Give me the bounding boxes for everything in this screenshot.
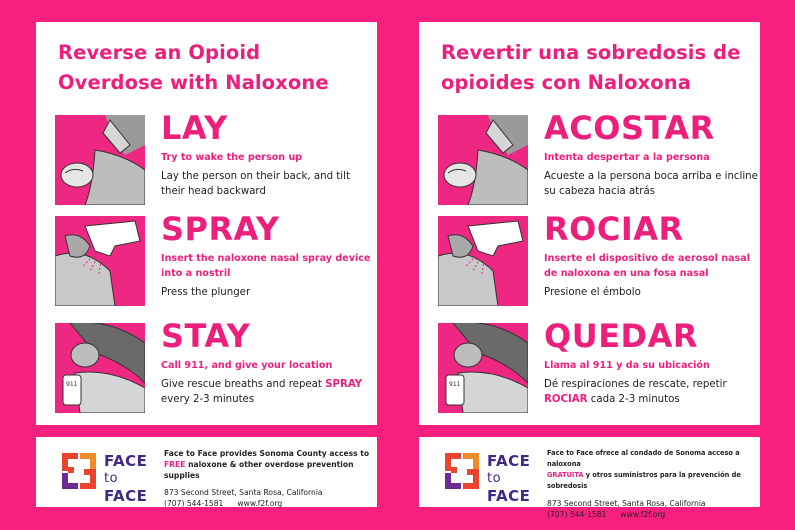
spray-illustration	[55, 216, 145, 306]
step-rociar	[438, 210, 758, 306]
svg-text:911: 911	[449, 381, 461, 388]
website[interactable]: www.f2f.org	[620, 510, 666, 519]
step-sub: Call 911, and give your location	[161, 360, 333, 371]
spray-illustration	[438, 216, 528, 306]
stay-illustration	[55, 323, 145, 413]
step-sub: Intenta despertar a la persona	[544, 152, 710, 163]
step-verb: QUEDAR	[544, 317, 699, 355]
step-desc: Presione el émbolo	[544, 287, 641, 298]
step-spray	[55, 210, 375, 306]
step-desc: Lay the person on their back, and tilt their head backward	[161, 171, 350, 197]
step-lay	[55, 109, 375, 205]
step-desc: Give rescue breaths and repeat SPRAY every 2-3 minutes	[161, 379, 363, 405]
brand-wordmark: FACE to FACE	[487, 452, 531, 505]
step-desc: Dé respiraciones de rescate, repetir ROCIAR cada 2-3 minutos	[544, 379, 727, 405]
face-to-face-logo	[443, 451, 481, 491]
svg-text:911: 911	[66, 381, 78, 388]
step-sub: Insert the naloxone nasal spray device into a nostril	[161, 253, 371, 279]
step-acostar	[438, 109, 758, 205]
lay-illustration	[55, 115, 145, 205]
poster-english	[36, 22, 377, 425]
brand-wordmark: FACE to FACE	[104, 452, 148, 505]
phone: (707) 544-1581	[164, 499, 224, 508]
footer-spanish	[419, 437, 760, 519]
address: 873 Second Street, Santa Rosa, California	[164, 488, 323, 497]
footer-english	[36, 437, 377, 507]
step-verb: ROCIAR	[544, 210, 684, 248]
phone: (707) 544-1581	[547, 510, 607, 519]
footer-info: Face to Face provides Sonoma County access to FREE naloxone & other overdose prevention supplies 873 Second Street, Santa Rosa, California (707) 544-1581 www.f2f.org	[164, 448, 374, 509]
poster-spanish	[419, 22, 760, 425]
step-quedar	[438, 317, 758, 413]
poster-title: Revertir una sobredosis de opioides con Naloxona	[441, 41, 741, 94]
lay-illustration	[438, 115, 528, 205]
step-sub: Try to wake the person up	[161, 152, 303, 163]
step-desc: Press the plunger	[161, 287, 251, 298]
face-to-face-logo	[60, 451, 98, 491]
step-desc: Acueste a la persona boca arriba e incline su cabeza hacia atrás	[544, 171, 758, 197]
step-stay	[55, 317, 375, 413]
step-verb: STAY	[161, 317, 251, 355]
stay-illustration	[438, 323, 528, 413]
address: 873 Second Street, Santa Rosa, California	[547, 499, 706, 508]
step-sub: Inserte el dispositivo de aerosol nasal de naloxona en una fosa nasal	[544, 253, 751, 279]
step-verb: ACOSTAR	[544, 109, 715, 147]
step-verb: LAY	[161, 109, 228, 147]
step-sub: Llama al 911 y da su ubicación	[544, 360, 710, 371]
step-verb: SPRAY	[161, 210, 280, 248]
poster-title: Reverse an Opioid Overdose with Naloxone	[58, 41, 329, 94]
website[interactable]: www.f2f.org	[237, 499, 283, 508]
footer-info: Face to Face ofrece al condado de Sonoma acceso a naloxona GRATUITA y otros suministros para la prevención de sobredosis 873 Second Street, Santa Rosa, California (707) 544-1581 www.f2f.org	[547, 448, 757, 520]
